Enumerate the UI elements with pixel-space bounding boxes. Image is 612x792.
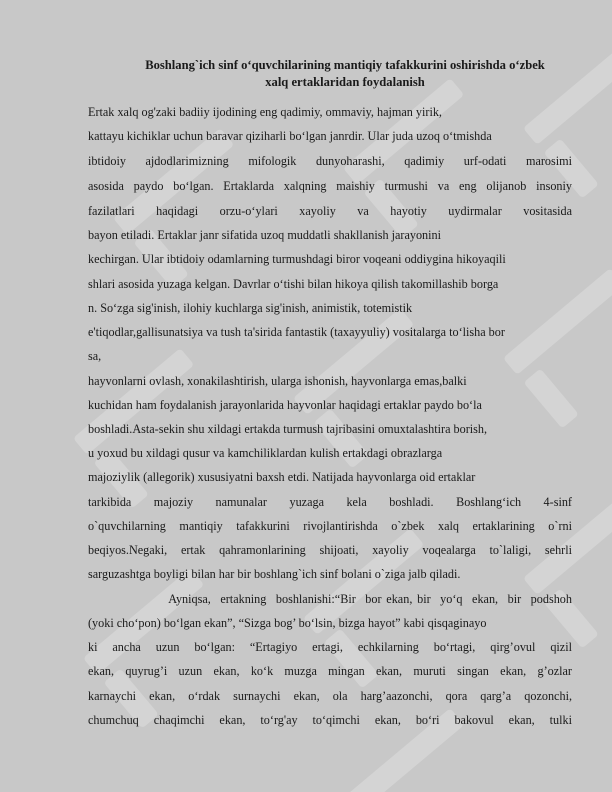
document-title: [110, 57, 580, 91]
text-line: asosida paydo bo‘lgan. Ertaklarda xalqning maishiy turmushi va eng olijanob insoniy: [88, 179, 572, 193]
text-line: ki ancha uzun bo‘lgan: “Ertagiyo ertagi, echkilarning bo‘rtagi, qirg’ovul qizil: [88, 640, 572, 654]
text-line: kattayu kichiklar uchun baravar qiziharli bo‘lgan janrdir. Ular juda uzoq o‘tmishda: [88, 129, 492, 143]
text-line: Ayniqsa, ertakning boshlanishi:“Bir bor ekan, bir yo‘q ekan, bir podshoh: [88, 592, 572, 606]
text-line: ibtidoiy ajdodlarimizning mifologik dunyoharashi, qadimiy urf-odati marosimi: [88, 154, 572, 168]
text-line: bayon etiladi. Ertaklar janr sifatida uzoq muddatli shakllanish jarayonini: [88, 228, 441, 242]
text-line: shlari asosida yuzaga kelgan. Davrlar o‘tishi bilan hikoya qilish takomillashib borga: [88, 277, 499, 291]
text-line: sarguzashtga boyligi bilan har bir boshlang`ich sinf bolani o`ziga jalb qiladi.: [88, 567, 461, 581]
text-line: e'tiqodlar,gallisunatsiya va tush ta'sirida fantastik (taxayyuliy) vositalarga to‘lisha bor: [88, 325, 505, 339]
text-line: majoziylik (allegorik) xususiyatni baxsh etdi. Natijada hayvonlarga oid ertaklar: [88, 470, 476, 484]
title-line-1: Boshlang`ich sinf o‘quvchilarining mantiqiy tafakkurini oshirishda o‘zbek: [145, 58, 545, 72]
text-line: hayvonlarni ovlash, xonakilashtirish, ularga ishonish, hayvonlarga emas,balki: [88, 374, 467, 388]
text-line: kechirgan. Ular ibtidoiy odamlarning turmushdagi biror voqeani oddiygina hikoyaqili: [88, 252, 506, 266]
text-line: u yoxud bu xildagi qusur va kamchiliklardan kulish ertakdagi obrazlarga: [88, 446, 443, 460]
text-line: sa,: [88, 349, 102, 363]
text-line: kuchidan ham foydalanish jarayonlarida hayvonlar haqidagi ertaklar paydo bo‘la: [88, 398, 482, 412]
text-line: tarkibida majoziy namunalar yuzaga kela boshladi. Boshlang‘ich 4-sinf: [88, 495, 572, 509]
text-line: n. So‘zga sig'inish, ilohiy kuchlarga sig'inish, animistik, totemistik: [88, 301, 413, 315]
text-line: Ertak xalq og'zaki badiiy ijodining eng qadimiy, ommaviy, hajman yirik,: [88, 105, 442, 119]
text-line: beqiyos.Negaki, ertak qahramonlarining shijoati, xayoliy voqealarga to`laligi, sehrli: [88, 543, 572, 557]
text-line: o`quvchilarning mantiqiy tafakkurini rivojlantirishda o`zbek xalq ertaklarining o`rni: [88, 519, 572, 533]
text-line: fazilatlari haqidagi orzu-o‘ylari xayoliy va hayotiy uydirmalar vositasida: [88, 204, 572, 218]
text-line: chumchuq chaqimchi ekan, to‘rg'ay to‘qimchi ekan, bo‘ri bakovul ekan, tulki: [88, 713, 572, 727]
text-line: boshladi.Asta-sekin shu xildagi ertakda turmush tajribasini omuxtalashtira borish,: [88, 422, 488, 436]
text-line: karnaychi ekan, o‘rdak surnaychi ekan, ola harg’aazonchi, qora qarg’a qozonchi,: [88, 689, 572, 703]
title-line-2: xalq ertaklaridan foydalanish: [265, 75, 425, 89]
text-line: ekan, quyrug’i uzun ekan, ko‘k muzga mingan ekan, muruti singan ekan, g’ozlar: [88, 664, 572, 678]
text-line: (yoki cho‘pon) bo‘lgan ekan”, “Sizga bog’ bo‘lsin, bizga hayot” kabi qisqaginayo: [88, 616, 487, 630]
